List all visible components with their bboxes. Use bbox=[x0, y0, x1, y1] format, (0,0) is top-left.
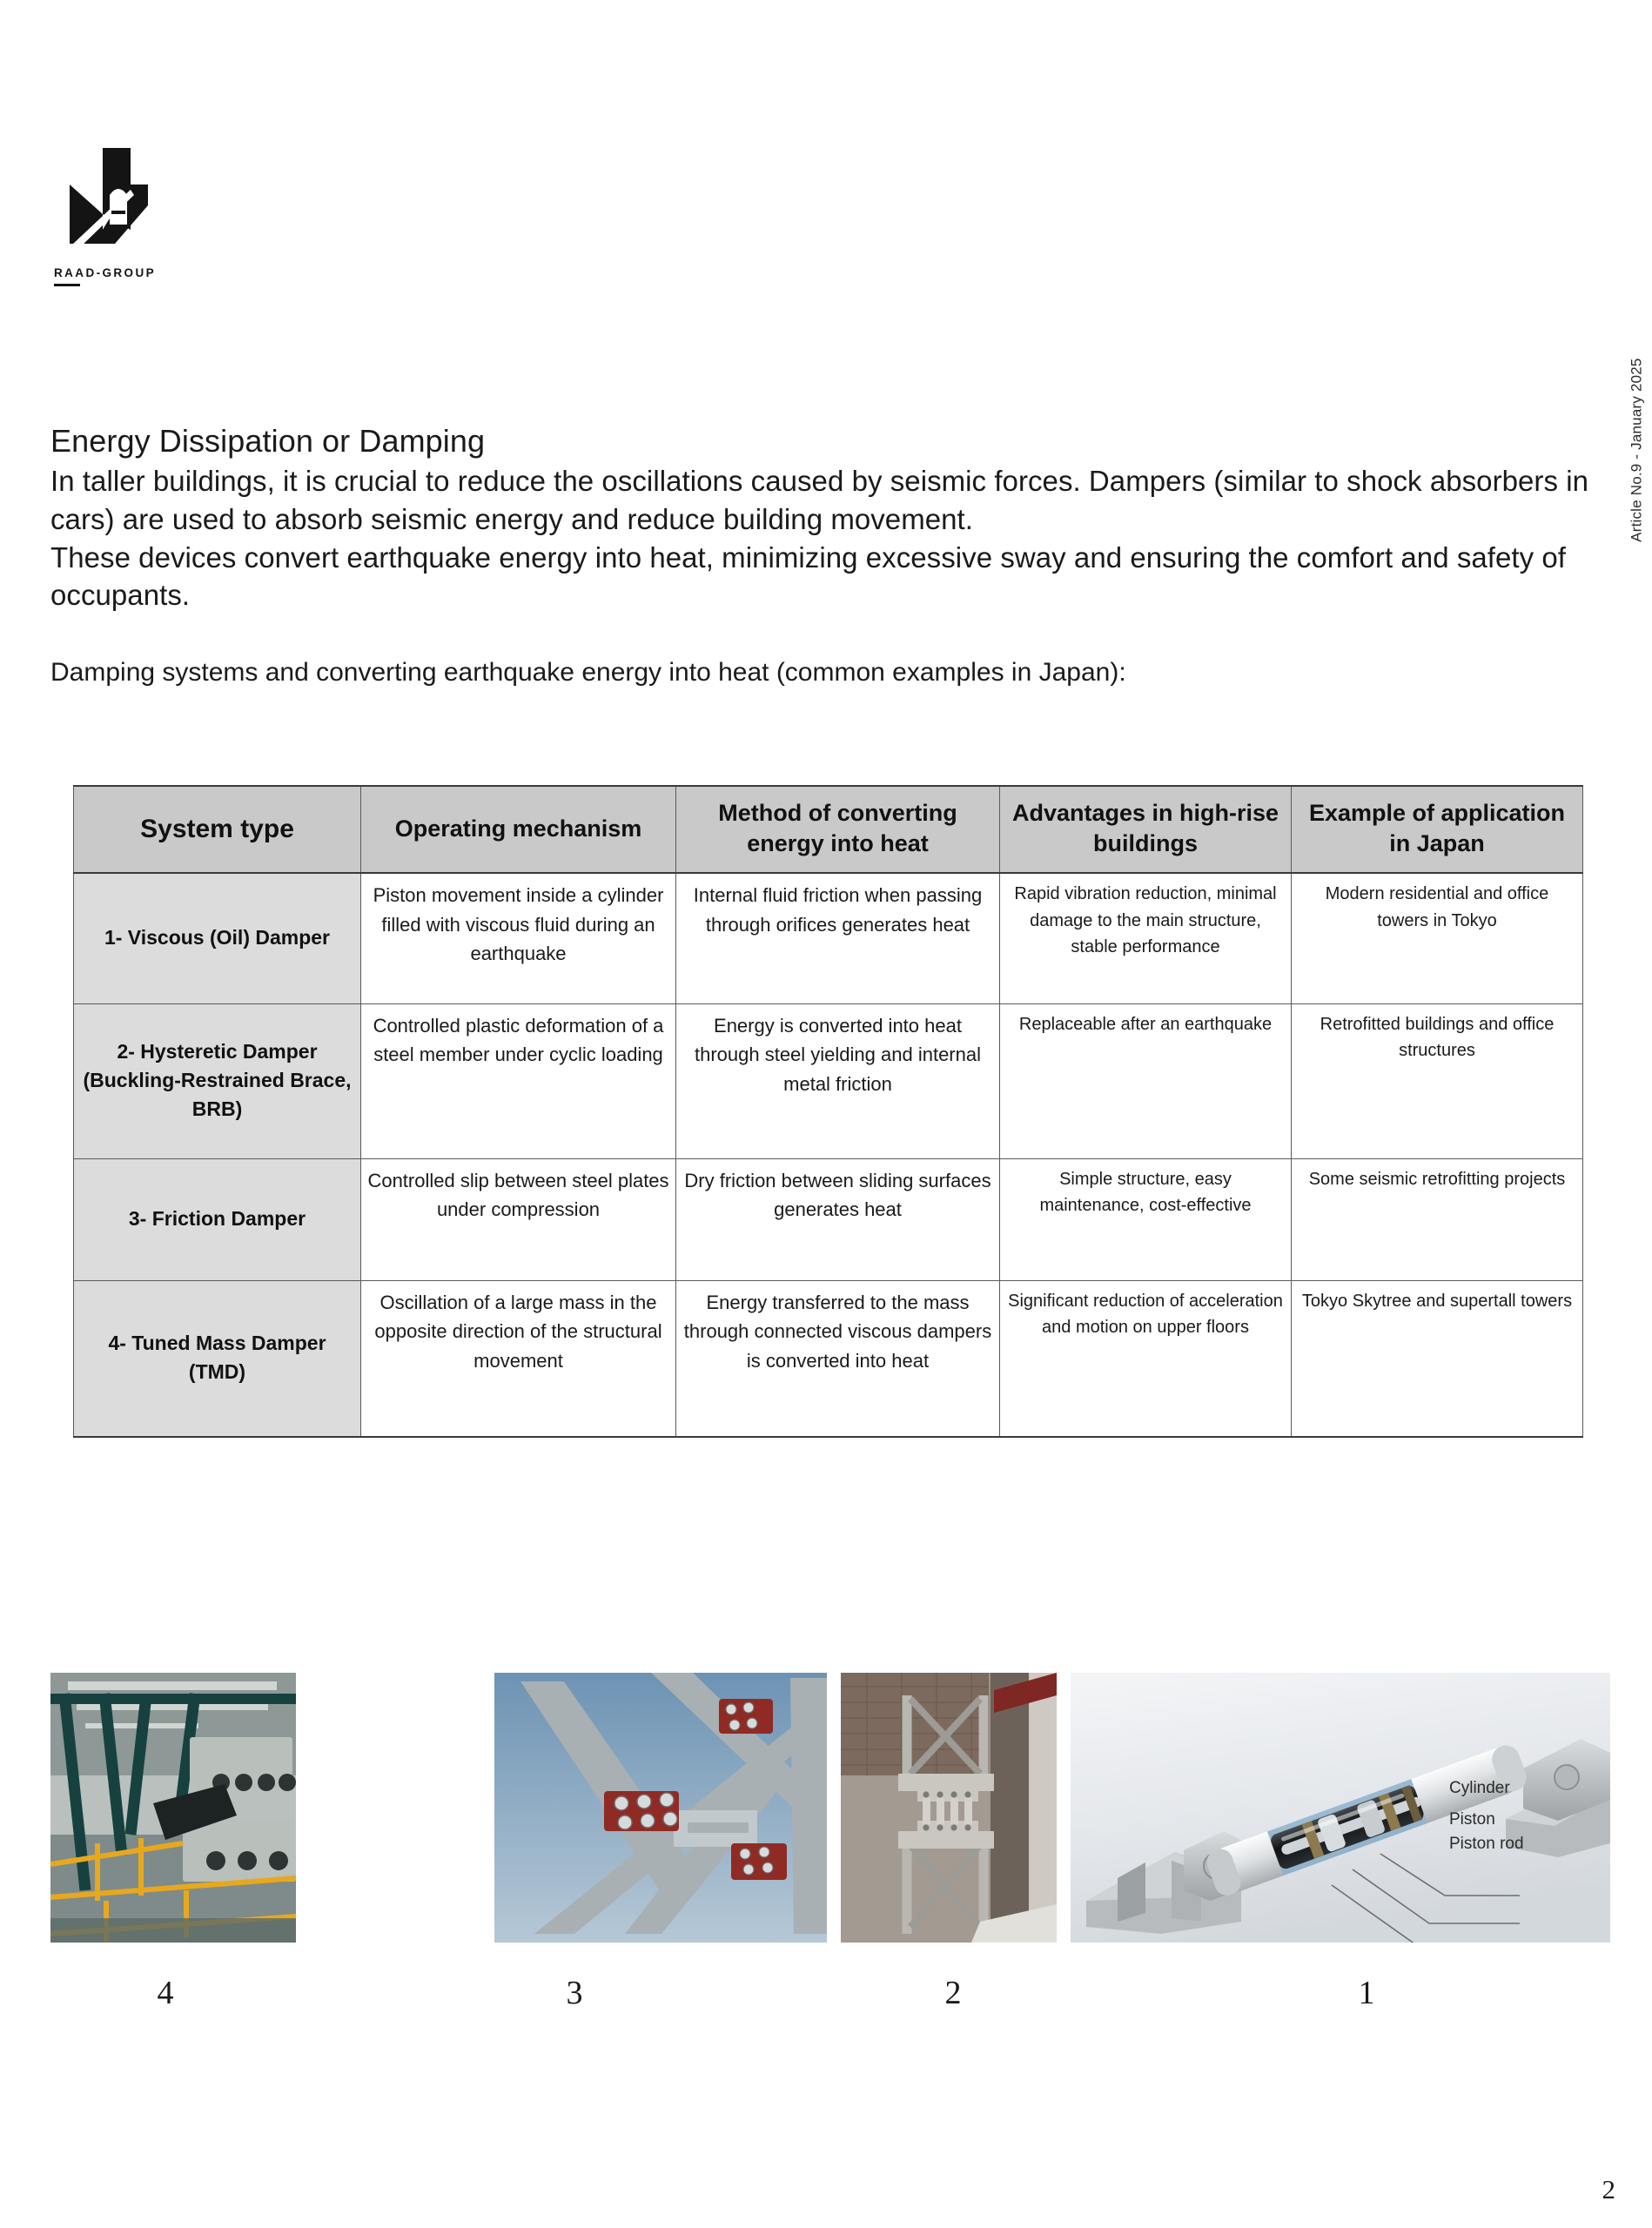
figure-tuned-mass-damper bbox=[50, 1673, 296, 1943]
cell-system-type: 1- Viscous (Oil) Damper bbox=[74, 873, 361, 1003]
hysteretic-brb-damper-photo-icon bbox=[841, 1673, 1057, 1943]
cell-advantages: Rapid vibration reduction, minimal damage to the main structure, stable performance bbox=[1000, 873, 1292, 1003]
column-header-operating-mechanism: Operating mechanism bbox=[361, 786, 676, 873]
figure-strip bbox=[50, 1673, 1608, 1951]
page-title: Energy Dissipation or Damping bbox=[50, 423, 486, 459]
column-header-advantages: Advantages in high-rise buildings bbox=[1000, 786, 1292, 873]
cell-mechanism: Controlled slip between steel plates under compression bbox=[361, 1158, 676, 1280]
damping-systems-table bbox=[73, 785, 1583, 1438]
figure-friction-damper bbox=[494, 1673, 827, 1943]
cell-mechanism: Controlled plastic deformation of a steel member under cyclic loading bbox=[361, 1003, 676, 1158]
column-header-example-application: Example of application in Japan bbox=[1292, 786, 1583, 873]
logo-wordmark: RAAD-GROUP bbox=[54, 266, 156, 279]
figure-caption-2: 2 bbox=[944, 1975, 962, 2011]
table-header-row bbox=[74, 786, 1583, 873]
cell-example: Modern residential and office towers in Tokyo bbox=[1292, 873, 1583, 1003]
column-header-method-converting-energy: Method of converting energy into heat bbox=[676, 786, 1000, 873]
annotation-cylinder: Cylinder bbox=[1449, 1779, 1510, 1797]
article-side-label: Article No.9 - January 2025 bbox=[1628, 358, 1644, 542]
article-body bbox=[50, 421, 1608, 691]
tuned-mass-damper-photo-icon bbox=[50, 1673, 296, 1943]
page-number: 2 bbox=[1602, 2174, 1615, 2205]
logo-underline bbox=[54, 284, 80, 286]
annotation-piston: Piston bbox=[1449, 1810, 1495, 1829]
annotation-piston-rod: Piston rod bbox=[1449, 1835, 1524, 1853]
table-intro-text: Damping systems and converting earthquake energy into heat (common examples in Japan): bbox=[50, 658, 1126, 688]
cell-method: Energy transferred to the mass through connected viscous dampers is converted into heat bbox=[676, 1280, 1000, 1437]
cell-example: Tokyo Skytree and supertall towers bbox=[1292, 1280, 1583, 1437]
cell-system-type: 4- Tuned Mass Damper (TMD) bbox=[74, 1280, 361, 1437]
cell-method: Energy is converted into heat through steel yielding and internal metal friction bbox=[676, 1003, 1000, 1158]
figure-hysteretic-brb-damper bbox=[841, 1673, 1057, 1943]
column-header-system-type: System type bbox=[74, 786, 361, 873]
cell-mechanism: Piston movement inside a cylinder filled with viscous fluid during an earthquake bbox=[361, 873, 676, 1003]
viscous-oil-damper-render-icon bbox=[1071, 1673, 1610, 1943]
table-row bbox=[74, 1158, 1583, 1280]
cell-advantages: Simple structure, easy maintenance, cost-effective bbox=[1000, 1158, 1292, 1280]
cell-example: Some seismic retrofitting projects bbox=[1292, 1158, 1583, 1280]
figure-caption-3: 3 bbox=[566, 1975, 583, 2011]
figure-caption-4: 4 bbox=[157, 1975, 174, 2011]
cell-advantages: Replaceable after an earthquake bbox=[1000, 1003, 1292, 1158]
cell-method: Internal fluid friction when passing through orifices generates heat bbox=[676, 873, 1000, 1003]
cell-example: Retrofitted buildings and office structures bbox=[1292, 1003, 1583, 1158]
figure-caption-1: 1 bbox=[1358, 1975, 1375, 2011]
cell-mechanism: Oscillation of a large mass in the opposite direction of the structural movement bbox=[361, 1280, 676, 1437]
table-row bbox=[74, 1003, 1583, 1158]
cell-system-type: 2- Hysteretic Damper (Buckling-Restrained Brace, BRB) bbox=[74, 1003, 361, 1158]
cell-system-type: 3- Friction Damper bbox=[74, 1158, 361, 1280]
cell-method: Dry friction between sliding surfaces generates heat bbox=[676, 1158, 1000, 1280]
company-logo bbox=[54, 146, 167, 286]
friction-damper-photo-icon bbox=[494, 1673, 827, 1943]
raad-group-logo-icon bbox=[54, 146, 151, 258]
paragraph-intro: In taller buildings, it is crucial to reduce the oscillations caused by seismic forces. Dampers (similar to shock absorbers in cars) are used to absorb seismic energy and reduce building movement. bbox=[50, 464, 1589, 535]
table-row bbox=[74, 1280, 1583, 1437]
paragraph-conversion: These devices convert earthquake energy into heat, minimizing excessive sway and ensuring the comfort and safety of occupants. bbox=[50, 540, 1567, 612]
damping-systems-table-wrapper bbox=[73, 785, 1582, 1438]
cell-advantages: Significant reduction of acceleration and motion on upper floors bbox=[1000, 1280, 1292, 1437]
figure-viscous-oil-damper bbox=[1071, 1673, 1610, 1943]
table-row bbox=[74, 873, 1583, 1003]
